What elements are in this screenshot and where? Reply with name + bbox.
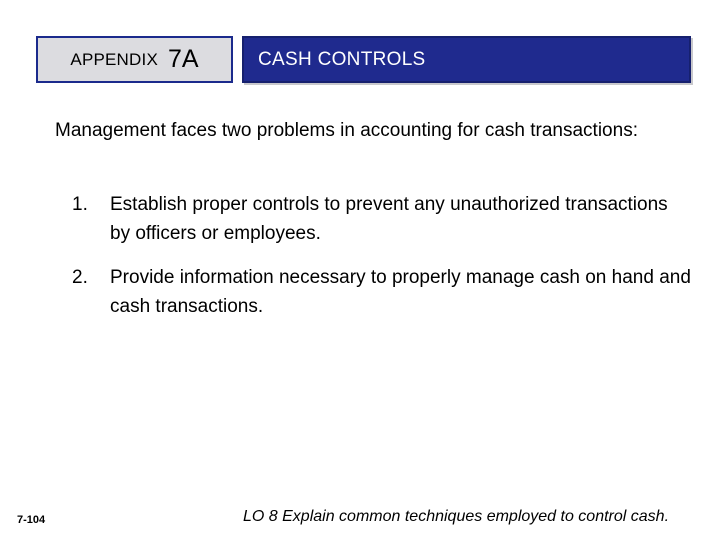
- list-item: [72, 190, 692, 248]
- list-item: [72, 263, 692, 321]
- list-item-number: 1.: [72, 194, 88, 215]
- intro-paragraph: Management faces two problems in accounting for cash transactions:: [55, 120, 638, 141]
- appendix-number: 7A: [167, 45, 199, 73]
- numbered-list: [72, 190, 692, 336]
- list-item-text: Provide information necessary to properly manage cash on hand and cash transactions.: [110, 267, 691, 317]
- appendix-label: [36, 36, 233, 83]
- learning-objective: LO 8 Explain common techniques employed to control cash.: [243, 508, 670, 525]
- appendix-word: APPENDIX: [70, 49, 158, 69]
- slide-title: CASH CONTROLS: [258, 48, 426, 70]
- slide-title-bar: [242, 36, 691, 83]
- page-number: 7-104: [17, 514, 46, 526]
- list-item-text: Establish proper controls to prevent any unauthorized transactions by officers or employees.: [110, 194, 668, 244]
- list-item-number: 2.: [72, 267, 88, 288]
